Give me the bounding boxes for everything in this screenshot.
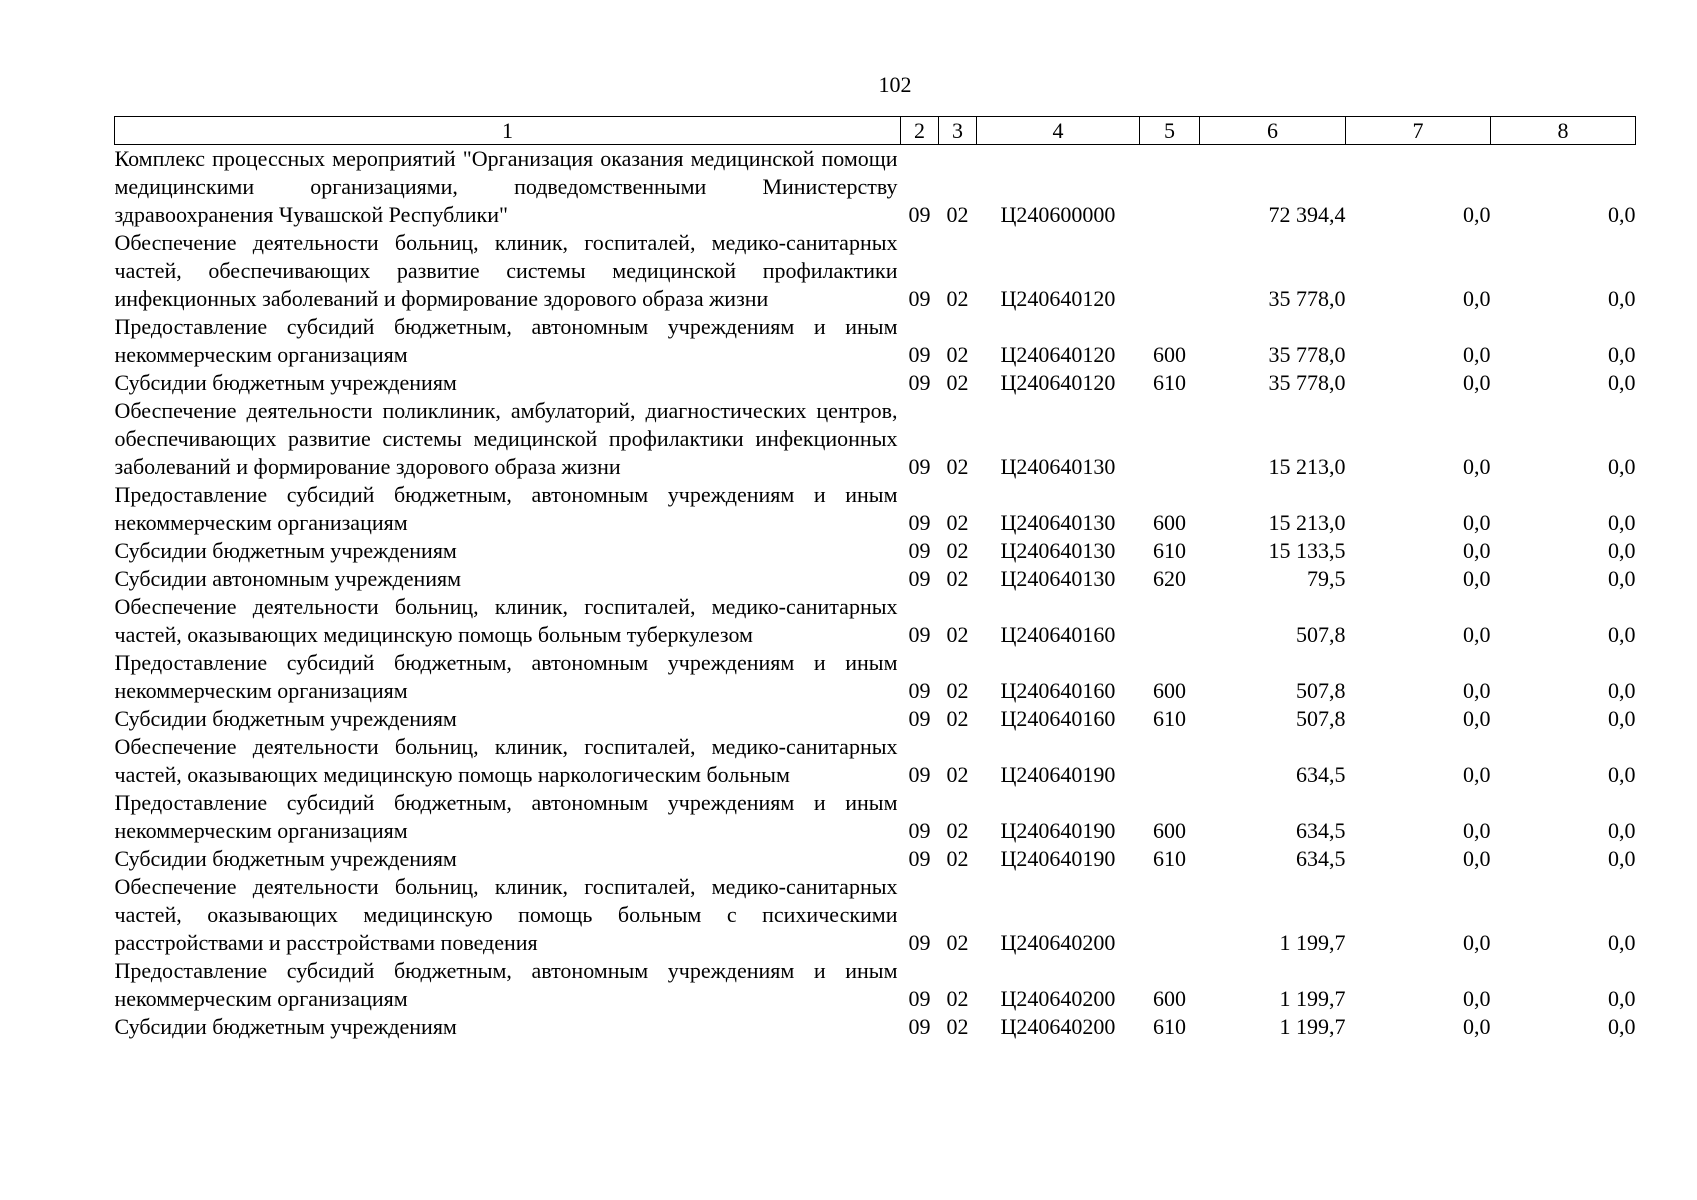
row-subsection: 02 [946,846,969,871]
row-target-code: Ц240640200 [1000,930,1116,955]
row-value-8: 0,0 [1608,818,1636,843]
page-number: 102 [878,72,912,97]
row-section: 09 [908,286,931,311]
header-col-3: 3 [939,117,977,145]
table-header [115,117,1636,145]
row-expense-type [1140,145,1200,230]
row-value-6: 507,8 [1296,678,1346,703]
row-value-8: 0,0 [1608,566,1636,591]
table-row [115,537,1636,565]
row-value-8: 0,0 [1608,706,1636,731]
row-section: 09 [908,202,931,227]
row-value-7: 0,0 [1463,510,1491,535]
row-name: Предоставление субсидий бюджетным, автономным учреждениям и иным некоммерческим организациям [114,958,898,1011]
row-expense-type [1140,733,1200,789]
row-section: 09 [908,762,931,787]
row-value-7: 0,0 [1463,678,1491,703]
row-name: Субсидии бюджетным учреждениям [114,706,457,731]
row-expense-type: 620 [1153,566,1186,591]
row-section: 09 [908,510,931,535]
header-col-6: 6 [1200,117,1346,145]
row-name: Субсидии бюджетным учреждениям [114,538,457,563]
row-value-7: 0,0 [1463,566,1491,591]
row-target-code: Ц240640200 [1000,1014,1116,1039]
table-row [115,369,1636,397]
row-target-code: Ц240640160 [1000,678,1116,703]
header-col-2: 2 [901,117,939,145]
header-col-7: 7 [1346,117,1491,145]
row-value-8: 0,0 [1608,202,1636,227]
row-value-6: 634,5 [1296,846,1346,871]
row-target-code: Ц240640190 [1000,846,1116,871]
table-row [115,229,1636,313]
row-value-7: 0,0 [1463,706,1491,731]
header-row [115,117,1636,145]
row-value-6: 1 199,7 [1279,930,1346,955]
row-value-6: 1 199,7 [1279,1014,1346,1039]
row-name: Обеспечение деятельности больниц, клиник, госпиталей, медико-санитарных частей, оказывающих медицинскую помощь больным с психическими расстройствами и расстройствами поведения [114,874,898,955]
row-expense-type: 610 [1153,538,1186,563]
row-section: 09 [908,846,931,871]
row-section: 09 [908,986,931,1011]
row-value-7: 0,0 [1463,342,1491,367]
row-target-code: Ц240640190 [1000,818,1116,843]
row-subsection: 02 [946,1014,969,1039]
row-expense-type [1140,229,1200,313]
row-value-8: 0,0 [1608,286,1636,311]
row-expense-type: 600 [1153,986,1186,1011]
row-section: 09 [908,930,931,955]
row-subsection: 02 [946,818,969,843]
row-subsection: 02 [946,566,969,591]
row-value-8: 0,0 [1608,986,1636,1011]
row-value-6: 35 778,0 [1268,342,1346,367]
row-value-8: 0,0 [1608,1014,1636,1039]
row-value-8: 0,0 [1608,454,1636,479]
table-row [115,845,1636,873]
row-expense-type: 600 [1153,818,1186,843]
row-section: 09 [908,706,931,731]
row-value-7: 0,0 [1463,538,1491,563]
row-subsection: 02 [946,678,969,703]
row-value-8: 0,0 [1608,342,1636,367]
row-name: Комплекс процессных мероприятий "Организация оказания медицинской помощи медицинскими организациями, подведомственными Министерству здравоохранения Чувашской Республики" [114,146,898,227]
row-name: Обеспечение деятельности больниц, клиник, госпиталей, медико-санитарных частей, оказывающих медицинскую помощь наркологическим больным [114,734,898,787]
row-target-code: Ц240640160 [1000,622,1116,647]
row-name: Субсидии бюджетным учреждениям [114,846,457,871]
row-target-code: Ц240640120 [1000,370,1116,395]
table-row [115,733,1636,789]
row-name: Обеспечение деятельности поликлиник, амбулаторий, диагностических центров, обеспечивающих развитие системы медицинской профилактики инфекционных заболеваний и формирование здорового образа жизни [114,398,898,479]
row-subsection: 02 [946,930,969,955]
row-value-7: 0,0 [1463,622,1491,647]
row-value-8: 0,0 [1608,846,1636,871]
row-value-6: 507,8 [1296,622,1346,647]
row-value-7: 0,0 [1463,986,1491,1011]
table-row [115,789,1636,845]
row-value-6: 79,5 [1307,566,1346,591]
table-row [115,957,1636,1013]
row-section: 09 [908,454,931,479]
row-name: Предоставление субсидий бюджетным, автономным учреждениям и иным некоммерческим организациям [114,790,898,843]
row-name: Предоставление субсидий бюджетным, автономным учреждениям и иным некоммерческим организациям [114,314,898,367]
row-subsection: 02 [946,342,969,367]
row-value-8: 0,0 [1608,538,1636,563]
table-row [115,705,1636,733]
row-value-6: 35 778,0 [1268,286,1346,311]
row-value-8: 0,0 [1608,762,1636,787]
row-expense-type: 610 [1153,1014,1186,1039]
row-target-code: Ц240640130 [1000,510,1116,535]
row-value-7: 0,0 [1463,202,1491,227]
table-row [115,397,1636,481]
table-body [115,145,1636,1042]
row-value-7: 0,0 [1463,370,1491,395]
row-value-6: 507,8 [1296,706,1346,731]
row-expense-type: 610 [1153,370,1186,395]
row-target-code: Ц240600000 [1000,202,1116,227]
row-value-7: 0,0 [1463,846,1491,871]
row-name: Предоставление субсидий бюджетным, автономным учреждениям и иным некоммерческим организациям [114,482,898,535]
row-target-code: Ц240640120 [1000,286,1116,311]
row-value-8: 0,0 [1608,622,1636,647]
table-row [115,873,1636,957]
row-name: Обеспечение деятельности больниц, клиник, госпиталей, медико-санитарных частей, обеспечивающих развитие системы медицинской профилактики инфекционных заболеваний и формирование здорового образа жизни [114,230,898,311]
row-expense-type: 600 [1153,510,1186,535]
row-section: 09 [908,1014,931,1039]
row-section: 09 [908,566,931,591]
row-value-7: 0,0 [1463,762,1491,787]
row-expense-type [1140,873,1200,957]
row-value-6: 15 213,0 [1268,510,1346,535]
row-expense-type: 600 [1153,342,1186,367]
row-target-code: Ц240640130 [1000,454,1116,479]
row-expense-type: 610 [1153,846,1186,871]
row-target-code: Ц240640120 [1000,342,1116,367]
budget-table [114,116,1636,1041]
table-row [115,1013,1636,1041]
row-name: Субсидии бюджетным учреждениям [114,1014,457,1039]
header-col-1: 1 [115,117,901,145]
row-value-6: 72 394,4 [1268,202,1346,227]
row-section: 09 [908,678,931,703]
row-value-6: 35 778,0 [1268,370,1346,395]
row-target-code: Ц240640160 [1000,706,1116,731]
row-value-8: 0,0 [1608,510,1636,535]
row-value-8: 0,0 [1608,930,1636,955]
row-name: Обеспечение деятельности больниц, клиник, госпиталей, медико-санитарных частей, оказывающих медицинскую помощь больным туберкулезом [114,594,898,647]
row-value-6: 1 199,7 [1279,986,1346,1011]
table-row [115,313,1636,369]
row-target-code: Ц240640130 [1000,566,1116,591]
row-value-6: 634,5 [1296,818,1346,843]
row-target-code: Ц240640190 [1000,762,1116,787]
table-row [115,481,1636,537]
row-subsection: 02 [946,622,969,647]
row-expense-type [1140,593,1200,649]
table-row [115,593,1636,649]
header-col-5: 5 [1140,117,1200,145]
row-value-7: 0,0 [1463,930,1491,955]
row-value-6: 634,5 [1296,762,1346,787]
table-row [115,145,1636,230]
row-value-7: 0,0 [1463,286,1491,311]
table-row [115,649,1636,705]
row-name: Субсидии автономным учреждениям [114,566,462,591]
row-value-7: 0,0 [1463,1014,1491,1039]
row-subsection: 02 [946,454,969,479]
row-expense-type: 610 [1153,706,1186,731]
row-subsection: 02 [946,510,969,535]
row-expense-type: 600 [1153,678,1186,703]
row-subsection: 02 [946,370,969,395]
row-target-code: Ц240640130 [1000,538,1116,563]
row-value-7: 0,0 [1463,454,1491,479]
row-section: 09 [908,622,931,647]
row-subsection: 02 [946,986,969,1011]
row-value-7: 0,0 [1463,818,1491,843]
row-value-6: 15 133,5 [1268,538,1346,563]
row-expense-type [1140,397,1200,481]
row-name: Субсидии бюджетным учреждениям [114,370,457,395]
header-col-8: 8 [1491,117,1636,145]
row-name: Предоставление субсидий бюджетным, автономным учреждениям и иным некоммерческим организациям [114,650,898,703]
row-subsection: 02 [946,706,969,731]
header-col-4: 4 [977,117,1140,145]
row-section: 09 [908,818,931,843]
table-row [115,565,1636,593]
row-value-8: 0,0 [1608,678,1636,703]
row-section: 09 [908,538,931,563]
row-subsection: 02 [946,286,969,311]
row-section: 09 [908,370,931,395]
row-subsection: 02 [946,762,969,787]
row-subsection: 02 [946,538,969,563]
row-target-code: Ц240640200 [1000,986,1116,1011]
row-value-6: 15 213,0 [1268,454,1346,479]
row-section: 09 [908,342,931,367]
row-subsection: 02 [946,202,969,227]
row-value-8: 0,0 [1608,370,1636,395]
